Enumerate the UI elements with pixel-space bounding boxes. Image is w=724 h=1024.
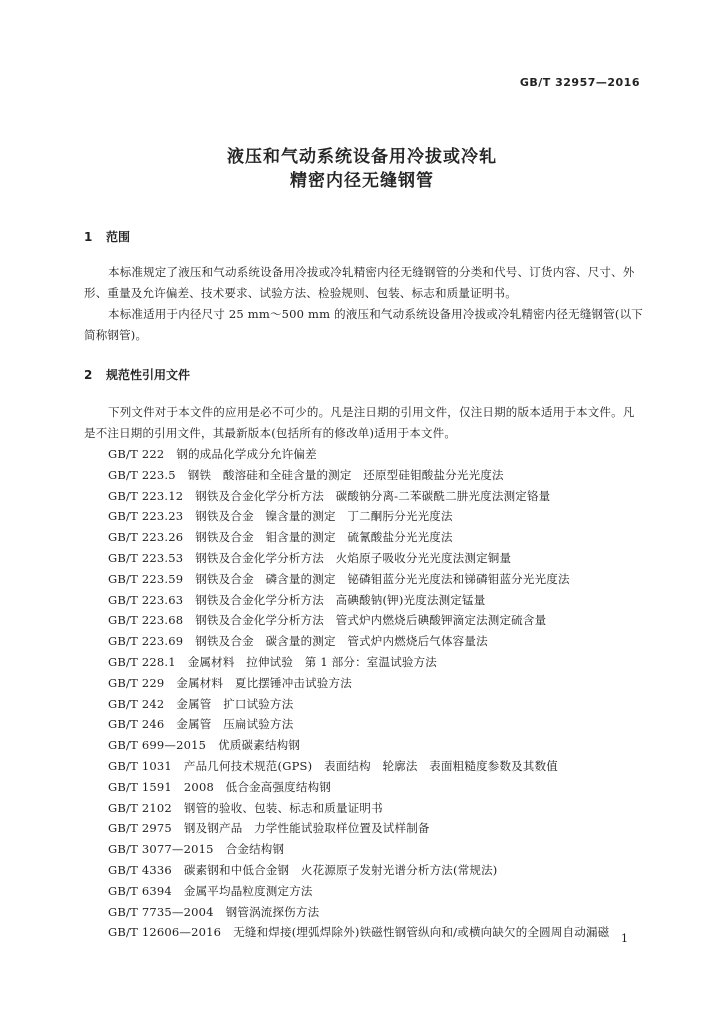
reference-code: GB/T 7735—2004 (108, 904, 214, 919)
reference-title: 2008 低合金高强度结构钢 (183, 779, 331, 794)
reference-item (108, 486, 609, 507)
reference-title: 无缝和焊接(埋弧焊除外)铁磁性钢管纵向和/或横向缺欠的全圆周自动漏磁 (233, 925, 610, 940)
references-intro-paragraph: 下列文件对于本文件的应用是必不可少的。凡是注日期的引用文件，仅注日期的版本适用于本文件。凡是不注日期的引用文件，其最新版本(包括所有的修改单)适用于本文件。 (84, 405, 635, 440)
reference-item (108, 818, 609, 839)
document-title-line-2: 精密内径无缝钢管 (290, 171, 434, 191)
reference-item (108, 839, 609, 860)
reference-code: GB/T 223.63 (108, 592, 184, 607)
reference-code: GB/T 2975 (108, 821, 172, 836)
reference-title: 钢铁及合金化学分析方法 高碘酸钠(钾)光度法测定锰量 (195, 592, 486, 607)
reference-item (108, 444, 609, 465)
reference-list (108, 444, 609, 943)
reference-title: 钢的成品化学成分允许偏差 (176, 447, 317, 461)
reference-title: 钢铁及合金 碳含量的测定 管式炉内燃烧后气体容量法 (195, 634, 488, 649)
reference-title: 产品几何技术规范(GPS) 表面结构 轮廓法 表面粗糙度参数及其数值 (183, 758, 558, 773)
reference-item (108, 922, 609, 943)
reference-code: GB/T 222 (108, 447, 165, 461)
reference-title: 钢管涡流探伤方法 (225, 904, 320, 919)
reference-item (108, 756, 609, 777)
page-number: 1 (621, 932, 628, 945)
reference-title: 钢铁及合金 磷含量的测定 铋磷钼蓝分光光度法和锑磷钼蓝分光光度法 (195, 571, 570, 586)
section-number: 2 (84, 368, 93, 382)
scope-paragraph-1: 本标准规定了液压和气动系统设备用冷拔或冷轧精密内径无缝钢管的分类和代号、订货内容、尺寸、外形、重量及允许偏差、技术要求、试验方法、检验规则、包装、标志和质量证明书。 (84, 265, 635, 300)
reference-item (108, 902, 609, 923)
section-title: 范围 (106, 230, 131, 244)
reference-item (108, 714, 609, 735)
reference-title: 钢及钢产品 力学性能试验取样位置及试样制备 (183, 821, 430, 836)
reference-code: GB/T 6394 (108, 883, 172, 898)
reference-item (108, 506, 609, 527)
reference-code: GB/T 223.26 (108, 530, 184, 545)
reference-title: 金属平均晶粒度测定方法 (183, 883, 313, 898)
reference-title: 钢管的验收、包装、标志和质量证明书 (183, 800, 383, 815)
reference-title: 金属材料 夏比摆锤冲击试验方法 (176, 675, 352, 690)
reference-item (108, 631, 609, 652)
reference-item (108, 798, 609, 819)
section-number: 1 (84, 230, 93, 244)
reference-title: 金属管 扩口试验方法 (176, 696, 294, 711)
reference-item (108, 694, 609, 715)
reference-item (108, 860, 609, 881)
reference-code: GB/T 223.69 (108, 634, 184, 649)
reference-item (108, 610, 609, 631)
reference-item (108, 465, 609, 486)
reference-title: 钢铁及合金化学分析方法 碳酸钠分离-二苯碳酰二肼光度法测定铬量 (195, 488, 551, 503)
section-heading-scope (84, 228, 130, 245)
reference-code: GB/T 1031 (108, 758, 172, 773)
reference-item (108, 569, 609, 590)
reference-code: GB/T 228.1 (108, 654, 176, 669)
reference-item (108, 527, 609, 548)
reference-title: 钢铁及合金化学分析方法 管式炉内燃烧后碘酸钾滴定法测定硫含量 (195, 613, 547, 628)
reference-code: GB/T 223.5 (108, 467, 176, 482)
reference-code: GB/T 229 (108, 675, 165, 690)
reference-code: GB/T 4336 (108, 862, 172, 877)
standard-code: GB/T 32957—2016 (519, 76, 640, 89)
reference-item (108, 652, 609, 673)
reference-item (108, 673, 609, 694)
reference-code: GB/T 1591 (108, 779, 172, 794)
reference-code: GB/T 3077—2015 (108, 842, 214, 857)
reference-item (108, 777, 609, 798)
reference-code: GB/T 223.53 (108, 550, 184, 565)
reference-title: 金属管 压扁试验方法 (176, 717, 294, 732)
reference-title: 钢铁及合金 钼含量的测定 硫氰酸盐分光光度法 (195, 530, 453, 545)
document-title-line-1: 液压和气动系统设备用冷拔或冷轧 (227, 147, 497, 167)
section-heading-normative-references (84, 366, 190, 383)
reference-item (108, 735, 609, 756)
reference-code: GB/T 223.12 (108, 488, 184, 503)
reference-code: GB/T 223.68 (108, 613, 184, 628)
reference-title: 优质碳素结构钢 (218, 738, 301, 753)
reference-title: 钢铁 酸溶硅和全硅含量的测定 还原型硅钼酸盐分光光度法 (187, 467, 504, 482)
reference-code: GB/T 242 (108, 696, 165, 711)
scope-paragraph-2: 本标准适用于内径尺寸 25 mm～500 mm 的液压和气动系统设备用冷拔或冷轧精密内径无缝钢管(以下简称钢管)。 (84, 307, 644, 342)
reference-code: GB/T 246 (108, 717, 165, 732)
reference-title: 碳素钢和中低合金钢 火花源原子发射光谱分析方法(常规法) (183, 862, 498, 877)
reference-title: 钢铁及合金化学分析方法 火焰原子吸收分光光度法测定铜量 (195, 550, 512, 565)
reference-title: 钢铁及合金 镍含量的测定 丁二酮肟分光光度法 (195, 509, 453, 524)
reference-code: GB/T 223.23 (108, 509, 184, 524)
reference-title: 金属材料 拉伸试验 第 1 部分：室温试验方法 (187, 654, 437, 669)
section-title: 规范性引用文件 (106, 368, 191, 382)
reference-code: GB/T 699—2015 (108, 738, 207, 753)
reference-item (108, 881, 609, 902)
reference-code: GB/T 12606—2016 (108, 925, 222, 940)
reference-code: GB/T 223.59 (108, 571, 184, 586)
reference-title: 合金结构钢 (225, 842, 285, 857)
reference-code: GB/T 2102 (108, 800, 172, 815)
reference-item (108, 590, 609, 611)
reference-item (108, 548, 609, 569)
